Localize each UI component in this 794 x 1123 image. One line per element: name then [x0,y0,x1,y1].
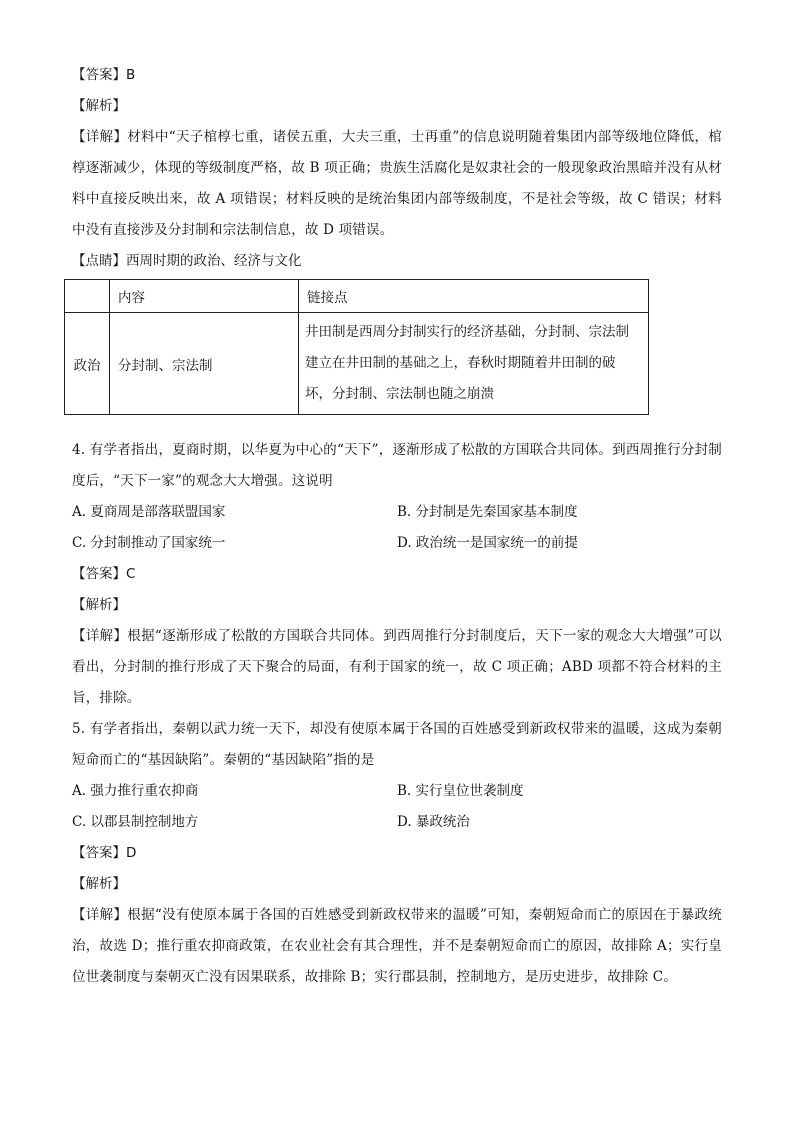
q3-detail: 【详解】材料中“天子棺椁七重，诸侯五重，大夫三重，士再重”的信息说明随着集团内部等级地位降低，棺椁逐渐减少，体现的等级制度严格，故 B 项正确；贵族生活腐化是奴隶社会的一般现象政治黑暗并没有从材料中直接反映出来，故 A 项错误；材料反映的是统治集团内部等级制度，不是社会等级，故 C 错误；材料中没有直接涉及分封制和宗法制信息，故 D 项错误。 [72,129,722,238]
q3-answer: 【答案】B [72,67,136,83]
q5-option-b: B. 实行皇位世袭制度 [397,783,524,799]
q4-analysis-heading: 【解析】 [72,597,126,613]
q4-detail: 【详解】根据“逐渐形成了松散的方国联合共同体。到西周推行分封制度后，天下一家的观念大大增强”可以看出，分封制的推行形成了天下聚合的局面，有利于国家的统一，故 C 项正确；ABD 项都不符合材料的主旨，排除。 [72,628,722,706]
q5-detail: 【详解】根据“没有使原本属于各国的百姓感受到新政权带来的温暖”可知，秦朝短命而亡的原因在于暴政统治，故选 D；推行重农抑商政策，在农业社会有其合理性，并不是秦朝短命而亡的原因，故排除 A；实行皇位世袭制度与秦朝灭亡没有因果联系，故排除 B；实行郡县制，控制地方，是历史进步，故排除 C。 [72,907,722,985]
table-cell: 政治 [65,313,110,415]
q4-option-a: A. 夏商周是部落联盟国家 [72,504,226,520]
q5-answer: 【答案】D [72,845,137,861]
q4-option-d: D. 政治统一是国家统一的前提 [397,535,578,551]
q4-option-c: C. 分封制推动了国家统一 [72,535,226,551]
q4-option-b: B. 分封制是先秦国家基本制度 [397,504,578,520]
q5-option-a: A. 强力推行重农抑商 [72,783,199,799]
document-page [72,60,722,993]
q4-answer: 【答案】C [72,566,136,582]
q5-options-row-1 [72,776,722,807]
q5-option-d: D. 暴政统治 [397,814,470,830]
q5-analysis-heading: 【解析】 [72,876,126,892]
q4-options-row-2 [72,528,722,559]
table-header-cell [65,280,110,313]
table-cell: 井田制是西周分封制实行的经济基础，分封制、宗法制建立在井田制的基础之上，春秋时期随着井田制的破坏，分封制、宗法制也随之崩溃 [299,313,649,415]
table-header-cell: 链接点 [299,280,649,313]
q3-analysis-heading: 【解析】 [72,98,126,114]
q5-stem: 5. 有学者指出，秦朝以武力统一天下，却没有使原本属于各国的百姓感受到新政权带来的温暖，这成为秦朝短命而亡的“基因缺陷”。秦朝的“基因缺陷”指的是 [72,721,722,768]
q4-stem: 4. 有学者指出，夏商时期，以华夏为中心的“天下”，逐渐形成了松散的方国联合共同体。到西周推行分封制度后，“天下一家”的观念大大增强。这说明 [72,442,722,489]
q3-link-table [64,279,649,415]
q4-options-row-1 [72,497,722,528]
q5-option-c: C. 以郡县制控制地方 [72,814,199,830]
table-cell: 分封制、宗法制 [110,313,299,415]
q3-point: 【点睛】西周时期的政治、经济与文化 [72,253,302,269]
table-header-row [65,280,649,313]
table-header-cell: 内容 [110,280,299,313]
q5-options-row-2 [72,807,722,838]
table-row [65,313,649,415]
